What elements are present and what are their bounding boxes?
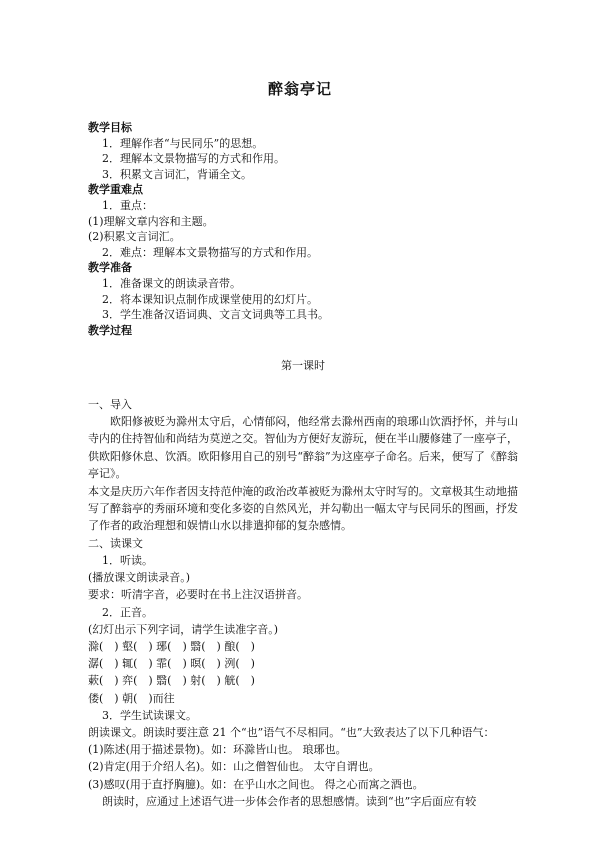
- document-body: [88, 120, 518, 810]
- objective-item: 1．理解作者“与民同乐”的思想。: [102, 136, 264, 150]
- preparation-item: 2．将本课知识点制作成课堂使用的幻灯片。: [102, 292, 318, 306]
- preparation-item: 3．学生准备汉语词典、文言文词典等工具书。: [102, 308, 329, 322]
- tone-item: (2)肯定(用于介绍人名)。如：山之僧智仙也。 太守自谓也。: [88, 760, 380, 774]
- reading-line: (幻灯出示下列字词，请学生读准字音。): [88, 622, 279, 636]
- process-heading: 教学过程: [88, 323, 132, 337]
- objective-item: 3．积累文言词汇，背诵全文。: [102, 167, 252, 181]
- reading-line: 3．学生试读课文。: [102, 708, 197, 722]
- reading-heading: 二、读课文: [88, 536, 143, 550]
- key-point-item: 1．重点：: [102, 198, 153, 212]
- reading-line: 要求：听清字音，必要时在书上注汉语拼音。: [88, 588, 308, 602]
- key-points-heading: 教学重难点: [88, 183, 143, 197]
- objectives-heading: 教学目标: [88, 121, 132, 134]
- pronunciation-row: 滁( ) 壑( ) 琊( ) 翳( ) 酿( ): [88, 639, 255, 653]
- preparation-heading: 教学准备: [88, 261, 132, 275]
- reading-line: 朗读时，应通过上述语气进一步体会作者的思想感情。读到“也”字后面应有较: [102, 794, 477, 808]
- pronunciation-row: 偻( ) 朝( )而往: [88, 691, 175, 705]
- reading-line: 2．正音。: [102, 605, 153, 619]
- objective-item: 2．理解本文景物描写的方式和作用。: [102, 152, 285, 166]
- pronunciation-row: 潺( ) 辄( ) 霏( ) 暝( ) 洌( ): [88, 657, 255, 671]
- reading-line: (播放课文朗读录音。): [88, 571, 191, 585]
- key-point-item: 2．难点：理解本文景物描写的方式和作用。: [102, 245, 318, 259]
- tone-item: (1)陈述(用于描述景物)。如：环滁皆山也。 琅琊也。: [88, 743, 347, 757]
- key-point-item: (1)理解文章内容和主题。: [88, 214, 214, 228]
- pronunciation-row: 蔌( ) 弈( ) 翳( ) 射( ) 觥( ): [88, 674, 255, 688]
- intro-heading: 一、导入: [88, 397, 132, 411]
- document-title: 醉翁亭记: [267, 80, 332, 98]
- key-point-item: (2)积累文言词汇。: [88, 230, 181, 244]
- tone-item: (3)感叹(用于直抒胸臆)。如：在乎山水之间也。 得之心而寓之酒也。: [88, 777, 424, 791]
- preparation-item: 1．准备课文的朗读录音带。: [102, 276, 241, 290]
- lesson-label: 第一课时: [281, 359, 325, 373]
- reading-line: 1．听读。: [102, 553, 153, 567]
- intro-paragraph-1: 欧阳修被贬为滁州太守后，心情郁闷，他经常去滁州西南的琅琊山饮酒抒怀，并与山寺内的住持智仙和尚结为莫逆之交。智仙为方便好友游玩，便在半山腰修建了一座亭子，供欧阳修休息、饮酒。欧阳修用自己的别号“醉翁”为这座亭子命名。后来，便写了《醉翁亭记》。: [88, 414, 518, 481]
- intro-paragraph-2: 本文是庆历六年作者因支持范仲淹的政治改革被贬为滁州太守时写的。文章极其生动地描写了醉翁亭的秀丽环境和变化多姿的自然风光，并勾勒出一幅太守与民同乐的图画，抒发了作者的政治理想和娱情山水以排遣抑郁的复杂感情。: [88, 484, 518, 533]
- reading-line: 朗读课文。朗读时要注意 21 个“也”语气不尽相同。“也”大致表达了以下几种语气：: [88, 725, 495, 739]
